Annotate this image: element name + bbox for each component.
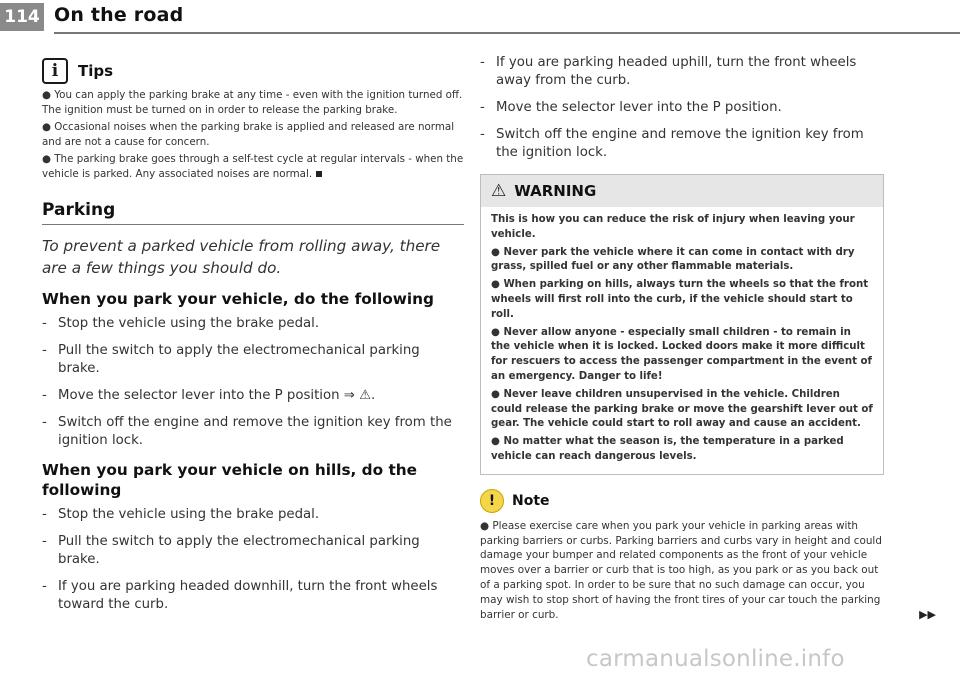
list-item: - Pull the switch to apply the electromechanical parking brake. — [42, 342, 420, 376]
warning-box — [480, 174, 884, 475]
info-icon: i — [42, 58, 68, 84]
warning-intro: This is how you can reduce the risk of injury when leaving your vehicle. — [491, 214, 855, 240]
warning-heading — [481, 175, 883, 207]
tips-title: Tips — [78, 62, 114, 80]
parking-intro: To prevent a parked vehicle from rolling away, there are a few things you should do. — [42, 236, 441, 277]
list-item: - Switch off the engine and remove the ignition key from the ignition lock. — [42, 414, 452, 448]
list-item: - Pull the switch to apply the electromechanical parking brake. — [42, 533, 420, 567]
warning-item: ● When parking on hills, always turn the wheels so that the front wheels will first roll into the curb, if the vehicle should start to roll. — [491, 279, 869, 320]
note-title: Note — [512, 492, 550, 509]
warning-item: ● Never leave children unsupervised in the vehicle. Children could release the parking brake or move the gearshift lever out of gear. The vehicle could start to roll away and cause an accident. — [491, 388, 873, 430]
tip-item: ● The parking brake goes through a self-test cycle at regular intervals - when the vehicle is parked. Any associated noises are normal. — [42, 153, 464, 180]
warning-item: ● Never allow anyone - especially small children - to remain in the vehicle when it is locked. Locked doors make it more difficult for rescuers to access the passenger compartment in the event of an emergency. Danger to life! — [491, 326, 872, 382]
tip-item: ● Occasional noises when the parking brake is applied and released are normal and are not a cause for concern. — [42, 121, 455, 148]
list-item: - If you are parking headed uphill, turn the front wheels away from the curb. — [480, 55, 857, 88]
right-column — [480, 48, 936, 622]
end-of-section-icon — [316, 171, 322, 177]
list-item: - Stop the vehicle using the brake pedal. — [42, 506, 320, 522]
hill-steps-heading: When you park your vehicle on hills, do the following — [42, 460, 418, 499]
park-steps-heading: When you park your vehicle, do the following — [42, 289, 434, 308]
list-item: - Move the selector lever into the P position. — [480, 100, 782, 115]
header-divider — [54, 32, 960, 34]
list-item: - If you are parking headed downhill, turn the front wheels toward the curb. — [42, 578, 438, 612]
page-number: 114 — [0, 3, 44, 31]
tips-heading — [42, 58, 464, 84]
note-text: Please exercise care when you park your vehicle in parking areas with parking barriers or curbs. Parking barriers and curbs vary in height and could damage your bumper and related components as the front of your vehicle moves over a barrier or curb that is too high, as you park or as you back out of a parking spot. In order to be sure that no such damage can occur, you may wish to stop short of having the front tires of your car touch the parking barrier or curb. — [480, 519, 882, 621]
continue-arrow-icon: ▶▶ — [919, 607, 936, 621]
parking-heading: Parking — [42, 200, 464, 225]
note-body: ● Please exercise care when you park your vehicle in parking areas with parking barriers or curbs. Parking barriers and curbs vary in height and could damage your bumper and related components as the front of your vehicle moves over a barrier or curb that is too high, as you park or as you back out of a parking spot. In order to be sure that no such damage can occur, you may wish to stop short of having the front tires of your car touch the parking barrier or curb. ▶▶ — [480, 519, 936, 621]
page-header — [0, 0, 960, 34]
hill-steps-continued — [480, 54, 884, 162]
section-title: On the road — [54, 4, 184, 26]
hill-steps-list — [42, 506, 464, 614]
tip-item: ● You can apply the parking brake at any time - even with the ignition turned off. The ignition must be turned on in order to release the parking brake. — [42, 89, 463, 116]
watermark: carmanualsonline.info — [586, 646, 845, 672]
list-item: - Stop the vehicle using the brake pedal. — [42, 315, 320, 331]
list-item: - Move the selector lever into the P position ⇒ ⚠. — [42, 387, 376, 403]
park-steps-list — [42, 315, 464, 450]
warning-triangle-icon: ⚠ — [491, 181, 507, 201]
warning-title: WARNING — [514, 182, 597, 200]
warning-item: ● No matter what the season is, the temperature in a parked vehicle can reach dangerous levels. — [491, 436, 844, 462]
tips-list — [42, 88, 464, 182]
note-heading — [480, 489, 884, 513]
warning-item: ● Never park the vehicle where it can come in contact with dry grass, spilled fuel or any other flammable materials. — [491, 246, 855, 273]
warning-body — [481, 207, 883, 474]
left-column — [42, 58, 464, 623]
list-item: - Switch off the engine and remove the ignition key from the ignition lock. — [480, 127, 864, 160]
note-icon: ! — [480, 489, 504, 513]
